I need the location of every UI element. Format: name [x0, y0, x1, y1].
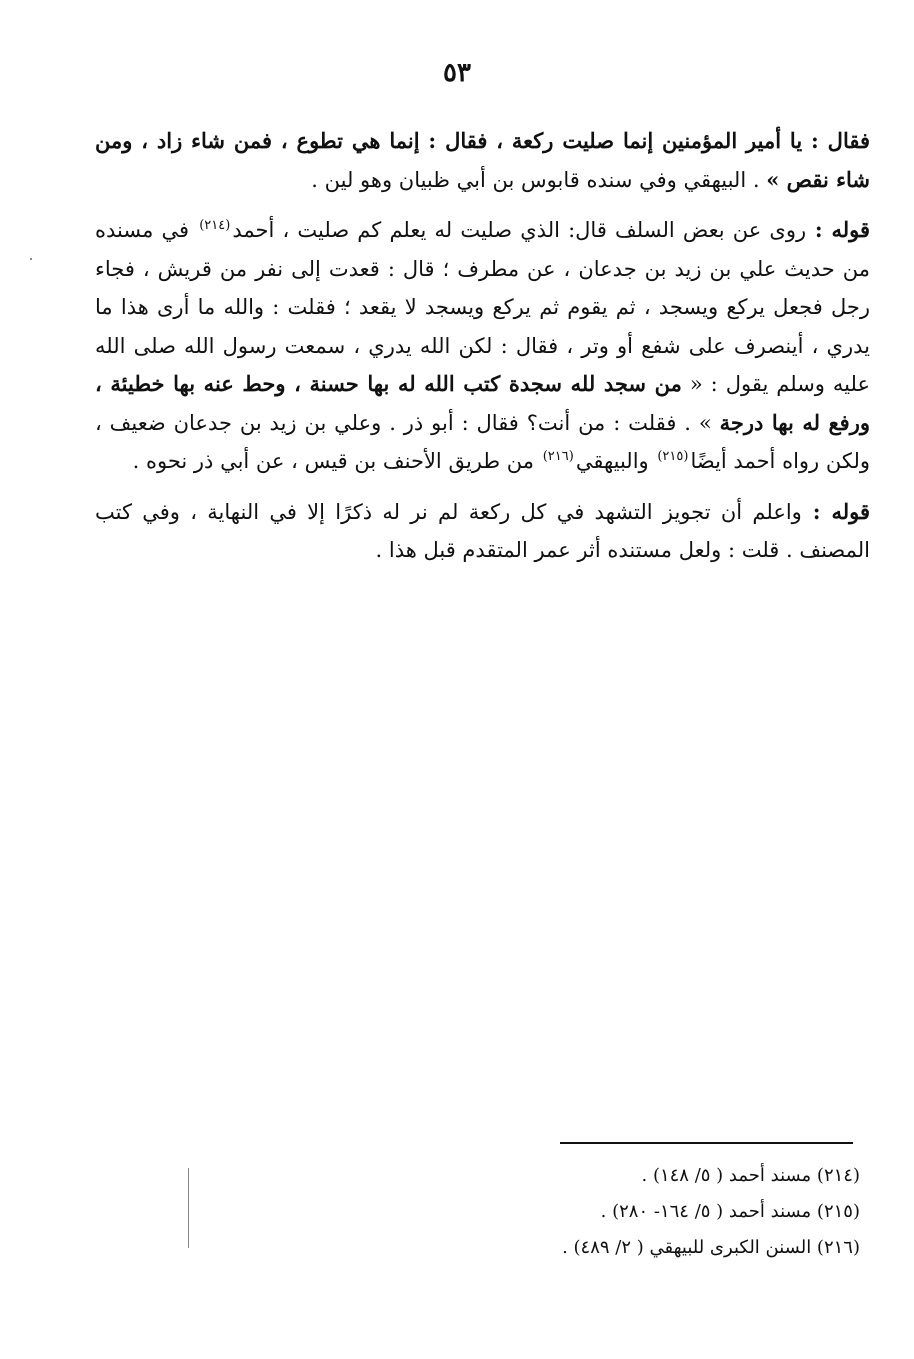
paragraph-2: [95, 211, 870, 481]
paragraph-text: واعلم أن تجويز التشهد في كل ركعة لم نر له ذكرًا إلا في النهاية ، وفي كتب المصنف . قلت : ولعل مستنده أثر عمر المتقدم قبل هذا .: [95, 499, 870, 562]
footnote-ref-216[interactable]: (٢١٦): [542, 449, 574, 464]
paragraph-text: » . فقلت : من أنت؟ فقال : أبو ذر . وعلي بن زيد بن جدعان ضعيف ، ولكن رواه أحمد أيضًا: [95, 410, 870, 473]
footnote-ref-215[interactable]: (٢١٥): [657, 449, 689, 464]
paragraph-1: [95, 122, 870, 199]
footnote-215: (٢١٥) مسند أحمد ( ٥/ ١٦٤- ٢٨٠) .: [600, 1201, 860, 1222]
footnote-ref-214[interactable]: (٢١٤): [199, 218, 231, 233]
paragraph-text: . البيهقي وفي سنده قابوس بن أبي ظبيان وهو لين .: [311, 167, 767, 192]
main-text: [95, 122, 870, 570]
page-number: ٥٣: [443, 58, 471, 88]
scan-artifact: [30, 258, 32, 260]
footnotes: [440, 1158, 860, 1266]
paragraph-text: في مسنده من حديث علي بن زيد بن جدعان ، عن مطرف ؛ قال : قعدت إلى نفر من قريش ، فجاء رجل فجعل يركع ويسجد ، ثم يقوم ثم يركع ويسجد لا يقعد ؛ فقلت : والله ما أرى هذا ما يدري ، أينصرف على شفع أو وتر ، فقال : لكن الله يدري ، سمعت رسول الله صلى الله عليه وسلم يقول : «: [95, 218, 871, 396]
scan-artifact: [188, 1168, 189, 1248]
paragraph-text: روى عن بعض السلف قال: الذي صليت له يعلم كم صليت ، أحمد: [232, 218, 807, 242]
paragraph-text: والبيهقي: [575, 449, 656, 473]
paragraph-text: من طريق الأحنف بن قيس ، عن أبي ذر نحوه .: [132, 449, 541, 473]
hadith-text: من سجد لله سجدة كتب الله له بها حسنة ، وحط عنه بها خطيئة ، ورفع له بها درجة: [95, 371, 870, 435]
qawluhu-label: قوله :: [806, 217, 871, 242]
footnote-214: (٢١٤) مسند أحمد ( ٥/ ١٤٨) .: [641, 1165, 860, 1186]
footnote-divider: [560, 1142, 853, 1144]
qawluhu-label: قوله :: [801, 498, 870, 524]
quoted-text: فقال : يا أمير المؤمنين إنما صليت ركعة ، فقال : إنما هي تطوع ، فمن شاء زاد ، ومن شاء نقص »: [95, 128, 870, 192]
paragraph-3: [95, 493, 870, 570]
footnote-216: (٢١٦) السنن الكبرى للبيهقي ( ٢/ ٤٨٩) .: [562, 1237, 860, 1258]
